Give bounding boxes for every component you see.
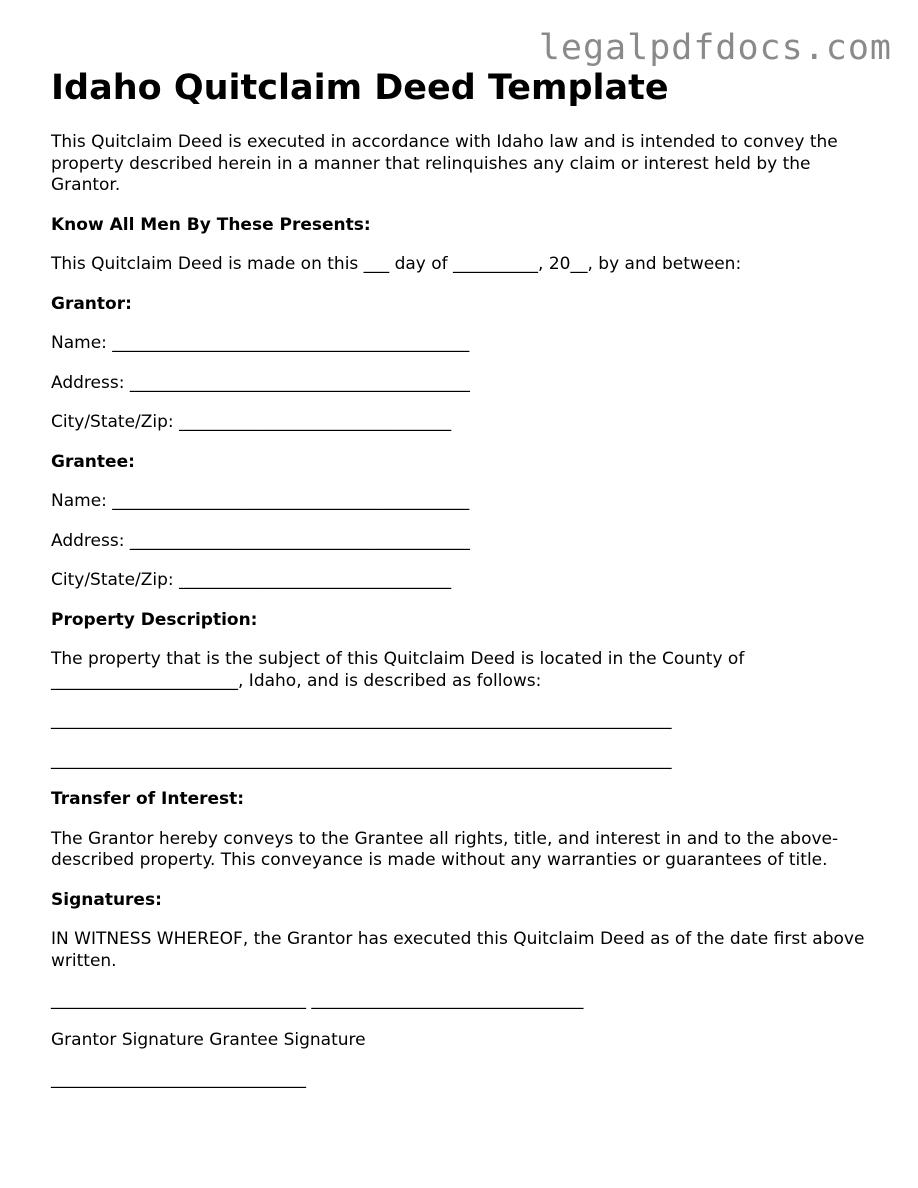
grantee-address-field: Address: ________________________________________ <box>51 530 470 551</box>
document-title: Idaho Quitclaim Deed Template <box>51 68 669 108</box>
date-line: This Quitclaim Deed is made on this ___ day of __________, 20__, by and between: <box>51 254 742 274</box>
property-description-line: _________________________________________________________________________ <box>51 749 672 770</box>
intro-paragraph: This Quitclaim Deed is executed in accordance with Idaho law and is intended to convey the property described herein in a manner that relinquishes any claim or interest held by the Grantor. <box>51 132 838 195</box>
document-page <box>51 66 881 1091</box>
know-all-men-heading: Know All Men By These Presents: <box>51 214 371 235</box>
grantor-city-field: City/State/Zip: ________________________________ <box>51 412 452 432</box>
grantor-heading: Grantor: <box>51 293 132 314</box>
grantor-name-field: Name: __________________________________________ <box>51 333 470 353</box>
signature-lines: ______________________________ ________________________________ <box>51 990 584 1010</box>
date-signature-line: ______________________________ <box>51 1069 306 1089</box>
signatures-heading: Signatures: <box>51 889 162 910</box>
property-heading: Property Description: <box>51 609 258 630</box>
property-description-line: _________________________________________________________________________ <box>51 710 672 730</box>
signature-labels: Grantor Signature Grantee Signature <box>51 1029 366 1050</box>
transfer-paragraph: The Grantor hereby conveys to the Grantee all rights, title, and interest in and to the above-described property. This conveyance is made without any warranties or guarantees of title. <box>51 828 839 870</box>
transfer-heading: Transfer of Interest: <box>51 789 245 809</box>
grantor-address-field: Address: ________________________________________ <box>51 372 470 393</box>
grantee-city-field: City/State/Zip: ________________________________ <box>51 570 452 590</box>
witness-paragraph: IN WITNESS WHEREOF, the Grantor has executed this Quitclaim Deed as of the date first above written. <box>51 929 865 971</box>
grantee-name-field: Name: __________________________________________ <box>51 491 470 511</box>
property-paragraph: The property that is the subject of this Quitclaim Deed is located in the County of ______________________, Idaho, and is described as follows: <box>51 649 745 691</box>
watermark: legalpdfdocs.com <box>538 28 892 68</box>
grantee-heading: Grantee: <box>51 451 135 472</box>
